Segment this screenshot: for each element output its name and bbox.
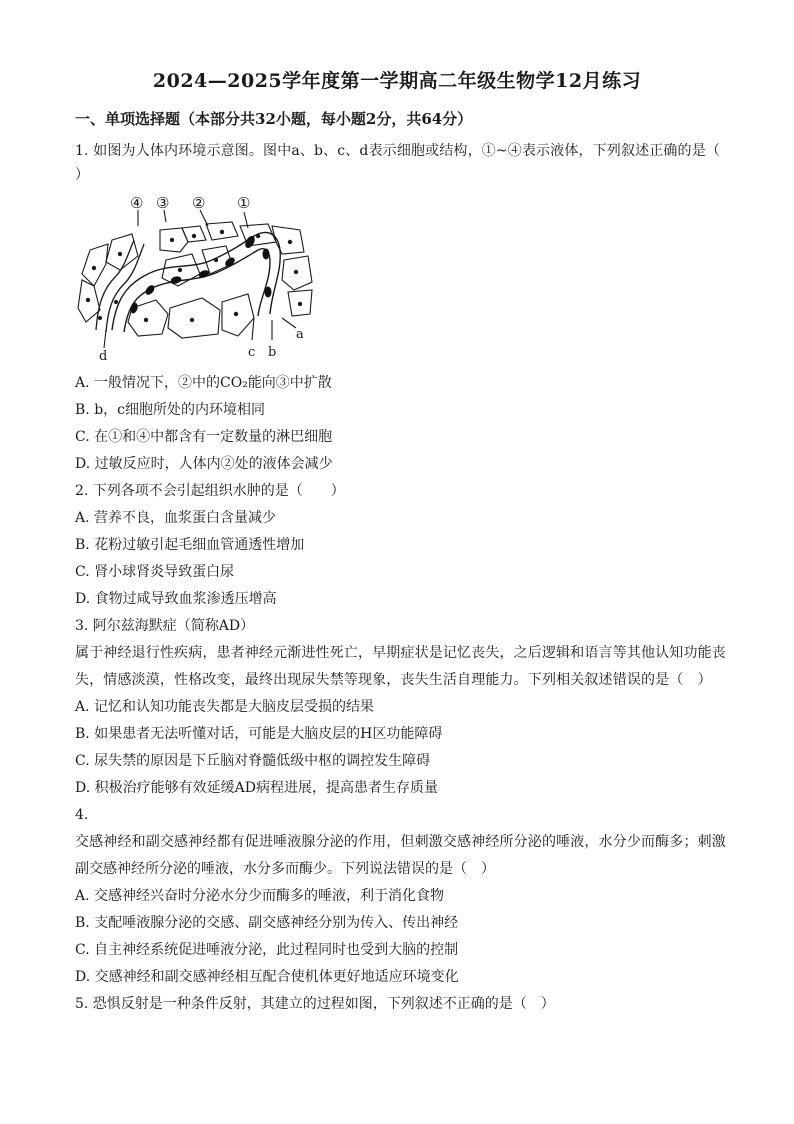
q4-stem-line1: 交感神经和副交感神经都有促进唾液腺分泌的作用，但刺激交感神经所分泌的唾液，水分少而酶多；刺激 <box>75 834 726 850</box>
label-line-d <box>104 330 106 348</box>
label-d: d <box>99 349 108 364</box>
q2-option-d: D. 食物过咸导致血浆渗透压增高 <box>75 591 277 607</box>
q3-stem-line3: 失，情感淡漠，性格改变，最终出现尿失禁等现象，丧失生活自理能力。下列相关叙述错误的是（ ） <box>75 672 712 688</box>
label-1: ① <box>237 194 251 212</box>
q5-stem: 5. 恐惧反射是一种条件反射，其建立的过程如图，下列叙述不正确的是（ ） <box>75 996 555 1012</box>
page-title: 2024—2025学年度第一学期高二年级生物学12月练习 <box>152 70 642 92</box>
q4-number: 4. <box>75 807 89 823</box>
q3-stem-line1: 3. 阿尔兹海默症（简称AD） <box>75 618 255 634</box>
q1-option-c: C. 在①和④中都含有一定数量的淋巴细胞 <box>75 429 333 445</box>
q3-option-b: B. 如果患者无法听懂对话，可能是大脑皮层的H区功能障碍 <box>75 726 443 742</box>
q4-option-a: A. 交感神经兴奋时分泌水分少而酶多的唾液，利于消化食物 <box>75 888 445 904</box>
label-line-a <box>282 318 296 328</box>
section-heading: 一、单项选择题（本部分共32小题，每小题2分，共64分） <box>75 110 473 128</box>
q4-option-d: D. 交感神经和副交感神经相互配合使机体更好地适应环境变化 <box>75 969 459 985</box>
label-4: ④ <box>130 194 144 212</box>
q2-option-a: A. 营养不良，血浆蛋白含量减少 <box>75 510 277 526</box>
q2-option-b: B. 花粉过敏引起毛细血管通透性增加 <box>75 537 305 553</box>
label-c: c <box>248 345 256 360</box>
q3-option-d: D. 积极治疗能够有效延缓AD病程进展，提高患者生存质量 <box>75 780 438 796</box>
label-2: ② <box>192 194 206 212</box>
q4-option-c: C. 自主神经系统促进唾液分泌，此过程同时也受到大脑的控制 <box>75 942 459 958</box>
q1-stem-line2: ） <box>75 167 89 183</box>
label-3: ③ <box>156 194 170 212</box>
q4-stem-line2: 副交感神经所分泌的唾液，水分多而酶少。下列说法错误的是（ ） <box>75 861 495 877</box>
q1-option-a: A. 一般情况下，②中的CO₂能向③中扩散 <box>75 375 332 391</box>
q1-option-b: B. b，c细胞所处的内环境相同 <box>75 402 265 418</box>
q2-stem: 2. 下列各项不会引起组织水肿的是（ ） <box>75 483 345 499</box>
label-line-c <box>252 318 254 340</box>
label-a: a <box>296 327 304 342</box>
internal-environment-figure <box>72 190 322 370</box>
label-b: b <box>268 345 277 360</box>
q1-option-d: D. 过敏反应时，人体内②处的液体会减少 <box>75 456 333 472</box>
q3-option-a: A. 记忆和认知功能丧失都是大脑皮层受损的结果 <box>75 699 375 715</box>
q2-option-c: C. 肾小球肾炎导致蛋白尿 <box>75 564 235 580</box>
q1-stem-line1: 1. 如图为人体内环境示意图。图中a、b、c、d表示细胞或结构，①~④表示液体，下列叙述正确的是（ <box>75 143 720 159</box>
q3-option-c: C. 尿失禁的原因是下丘脑对脊髓低级中枢的调控发生障碍 <box>75 753 431 769</box>
q4-option-b: B. 支配唾液腺分泌的交感、副交感神经分别为传入、传出神经 <box>75 915 459 931</box>
q3-stem-line2: 属于神经退行性疾病，患者神经元渐进性死亡，早期症状是记忆丧失，之后逻辑和语言等其他认知功能丧 <box>75 645 726 661</box>
